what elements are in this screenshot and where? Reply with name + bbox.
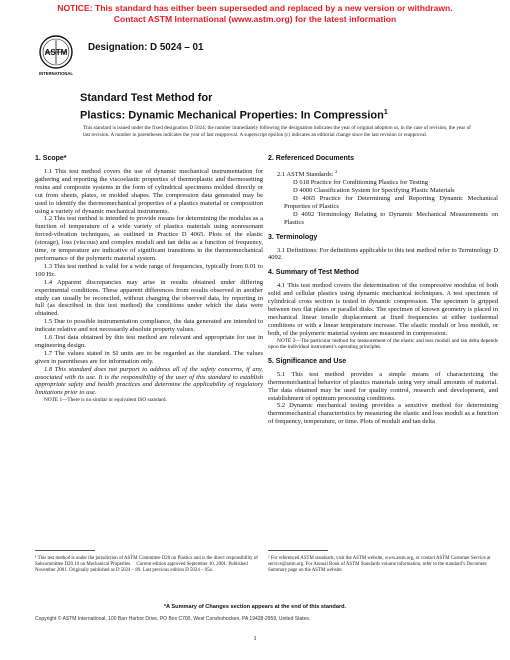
- ref-d618: D 618 Practice for Conditioning Plastics for Testing: [293, 179, 429, 187]
- para-1-1: 1.1 This test method covers the use of dynamic mechanical instrumentation for gathering and reporting the viscoelastic properties of thermoplastic and thermosetting resins and composite systems in the form of cylindrical specimens molded directly or cut from sheets, plates, or molded shapes. The compression data generated may be used to identify the thermomechanical properties of a plastics material or composition using a variety of dynamic mechanical instruments.: [35, 168, 263, 215]
- title-line-1: Standard Test Method for: [80, 92, 213, 104]
- scope-heading: 1. Scope*: [35, 155, 67, 162]
- astm-logo: [38, 34, 74, 78]
- footnote-rule-right: [268, 550, 328, 551]
- svg-text:ASTM: ASTM: [44, 48, 68, 57]
- para-1-8: 1.8 This standard does not purport to address all of the safety concerns, if any, associated with its use. It is the responsibility of the user of this standard to establish appropriate safety and health practices and determine the applicability of regulatory limitations prior to use.: [35, 365, 263, 397]
- astm-standards-label: 2.1 ASTM Standards: $^2$: [277, 169, 338, 179]
- svg-text:INTERNATIONAL: INTERNATIONAL: [39, 71, 73, 76]
- footnote-2: ² For referenced ASTM standards, visit the ASTM website, www.astm.org, or contact ASTM Customer Service at service@astm.org. For Annual Book of ASTM Standards volume information, refer to the standard’s Document Summary page on the ASTM website.: [268, 556, 491, 574]
- note-2: NOTE 2—The particular method for measurement of the elastic and loss moduli and tan delta depends upon the individual instrument’s operating principles.: [268, 337, 498, 351]
- withdrawn-notice: [0, 3, 510, 24]
- ref-d4065: D 4065 Practice for Determining and Reporting Dynamic Mechanical Properties of Plastics: [284, 194, 498, 210]
- designation: Designation: D 5024 – 01: [88, 42, 204, 53]
- para-1-4: 1.4 Apparent discrepancies may arise in results obtained under differing experimental conditions. These apparent differences from results observed in another study can usually be reconciled, without changing the observed data, by reporting in full (as described in this test method) the conditions under which the data were obtained.: [35, 278, 263, 318]
- footnote-rule-left: [35, 550, 95, 551]
- para-3-1: 3.1 Definitions: For definitions applicable to this test method refer to Terminology D 4092.: [268, 246, 498, 262]
- document-title: [80, 92, 480, 123]
- significance-heading: 5. Significance and Use: [268, 357, 347, 365]
- ref-d4000: D 4000 Classification System for Specifying Plastic Materials: [293, 186, 455, 194]
- notice-line-2: Contact ASTM International (www.astm.org) for the latest information: [113, 13, 397, 24]
- para-4-1: 4.1 This test method covers the determination of the compressive modulus of both solid and cellular plastics using dynamic mechanical techniques. A test specimen of cylindrical cross section is tested in dynamic compression. The specimen is gripped between two flat plates or parallel disks. The specimen of known geometry is placed in mechanical linear tensile displacement at fixed frequencies at either isothermal conditions or with a linear temperature increase. The elastic moduli or loss moduli, or both, of the polymeric material system are measured in compression.: [268, 282, 498, 337]
- para-1-3: 1.3 This test method is valid for a wide range of frequencies, typically from 0.01 to 100 Hz.: [35, 262, 263, 278]
- ref-footnote-mark: 2: [335, 169, 338, 174]
- page-number: 1: [253, 635, 257, 642]
- para-1-7: 1.7 The values stated in SI units are to be regarded as the standard. The values given in parentheses are for information only.: [35, 349, 263, 365]
- terminology-heading: 3. Terminology: [268, 233, 318, 241]
- para-1-6: 1.6 Test data obtained by this test method are relevant and appropriate for use in engineering design.: [35, 334, 263, 349]
- copyright: Copyright © ASTM International, 100 Barr Harbor Drive, PO Box C700, West Conshohocken, PA 19428-2959, United States.: [35, 616, 311, 622]
- left-column: [35, 155, 263, 404]
- notice-line-1: NOTICE: This standard has either been superseded and replaced by a new version or withdrawn.: [57, 3, 453, 13]
- para-1-5: 1.5 Due to possible instrumentation compliance, the data generated are intended to indicate relative and not necessarily absolute property values.: [35, 318, 263, 334]
- right-column: [268, 155, 498, 426]
- ref-d4092: D 4092 Terminology Relating to Dynamic Mechanical Measurements on Plastics: [284, 210, 498, 226]
- para-5-1: 5.1 This test method provides a simple means of characterizing the thermomechanical behavior of plastics materials using very small amounts of material. The data obtained may be used for quality control, research and development, and establishment of optimum processing conditions.: [268, 370, 498, 402]
- para-5-2: 5.2 Dynamic mechanical testing provides a sensitive method for determining thermomechanical characteristics by measuring the elastic and loss moduli as a function of frequency, temperature, or time. Plots of moduli and tan delta: [268, 402, 498, 426]
- summary-heading: 4. Summary of Test Method: [268, 269, 359, 277]
- issuance-statement: This standard is issued under the fixed designation D 5024; the number immediately following the designation indicates the year of original adoption or, in the case of revision, the year of last revision. A number in parentheses indicates the year of last reapproval. A superscript epsilon (ε) indicates an editorial change since the last revision or reapproval.: [83, 125, 471, 138]
- referenced-documents-heading: 2. Referenced Documents: [268, 155, 354, 162]
- summary-of-changes-note: *A Summary of Changes section appears at the end of this standard.: [163, 604, 347, 610]
- para-1-2: 1.2 This test method is intended to provide means for determining the modulus as a function of temperature of a wide variety of plastics materials using nonresonant forced-vibration techniques, as outlined in Practice D 4065. Plots of the elastic (storage), loss (viscous) and complex moduli and tan delta as a function of frequency, time, or temperature are indicative of significant transitions in the thermomechanical performance of the polymeric material system.: [35, 215, 263, 262]
- title-footnote-mark: 1: [383, 108, 388, 116]
- footnote-1: ¹ This test method is under the jurisdiction of ASTM Committee D20 on Plastics and is the direct responsibility of Subcommittee D20.10 on Mechanical Properties. Current edition approved September 10, 2001. Published November 2001. Originally published as D 5024 – 89. Last previous edition D 5024 – 95a.: [35, 556, 258, 574]
- title-line-2: Plastics: Dynamic Mechanical Properties: In Compression$^1$: [80, 108, 388, 122]
- note-1: NOTE 1—There is no similar or equivalent ISO standard.: [44, 397, 167, 404]
